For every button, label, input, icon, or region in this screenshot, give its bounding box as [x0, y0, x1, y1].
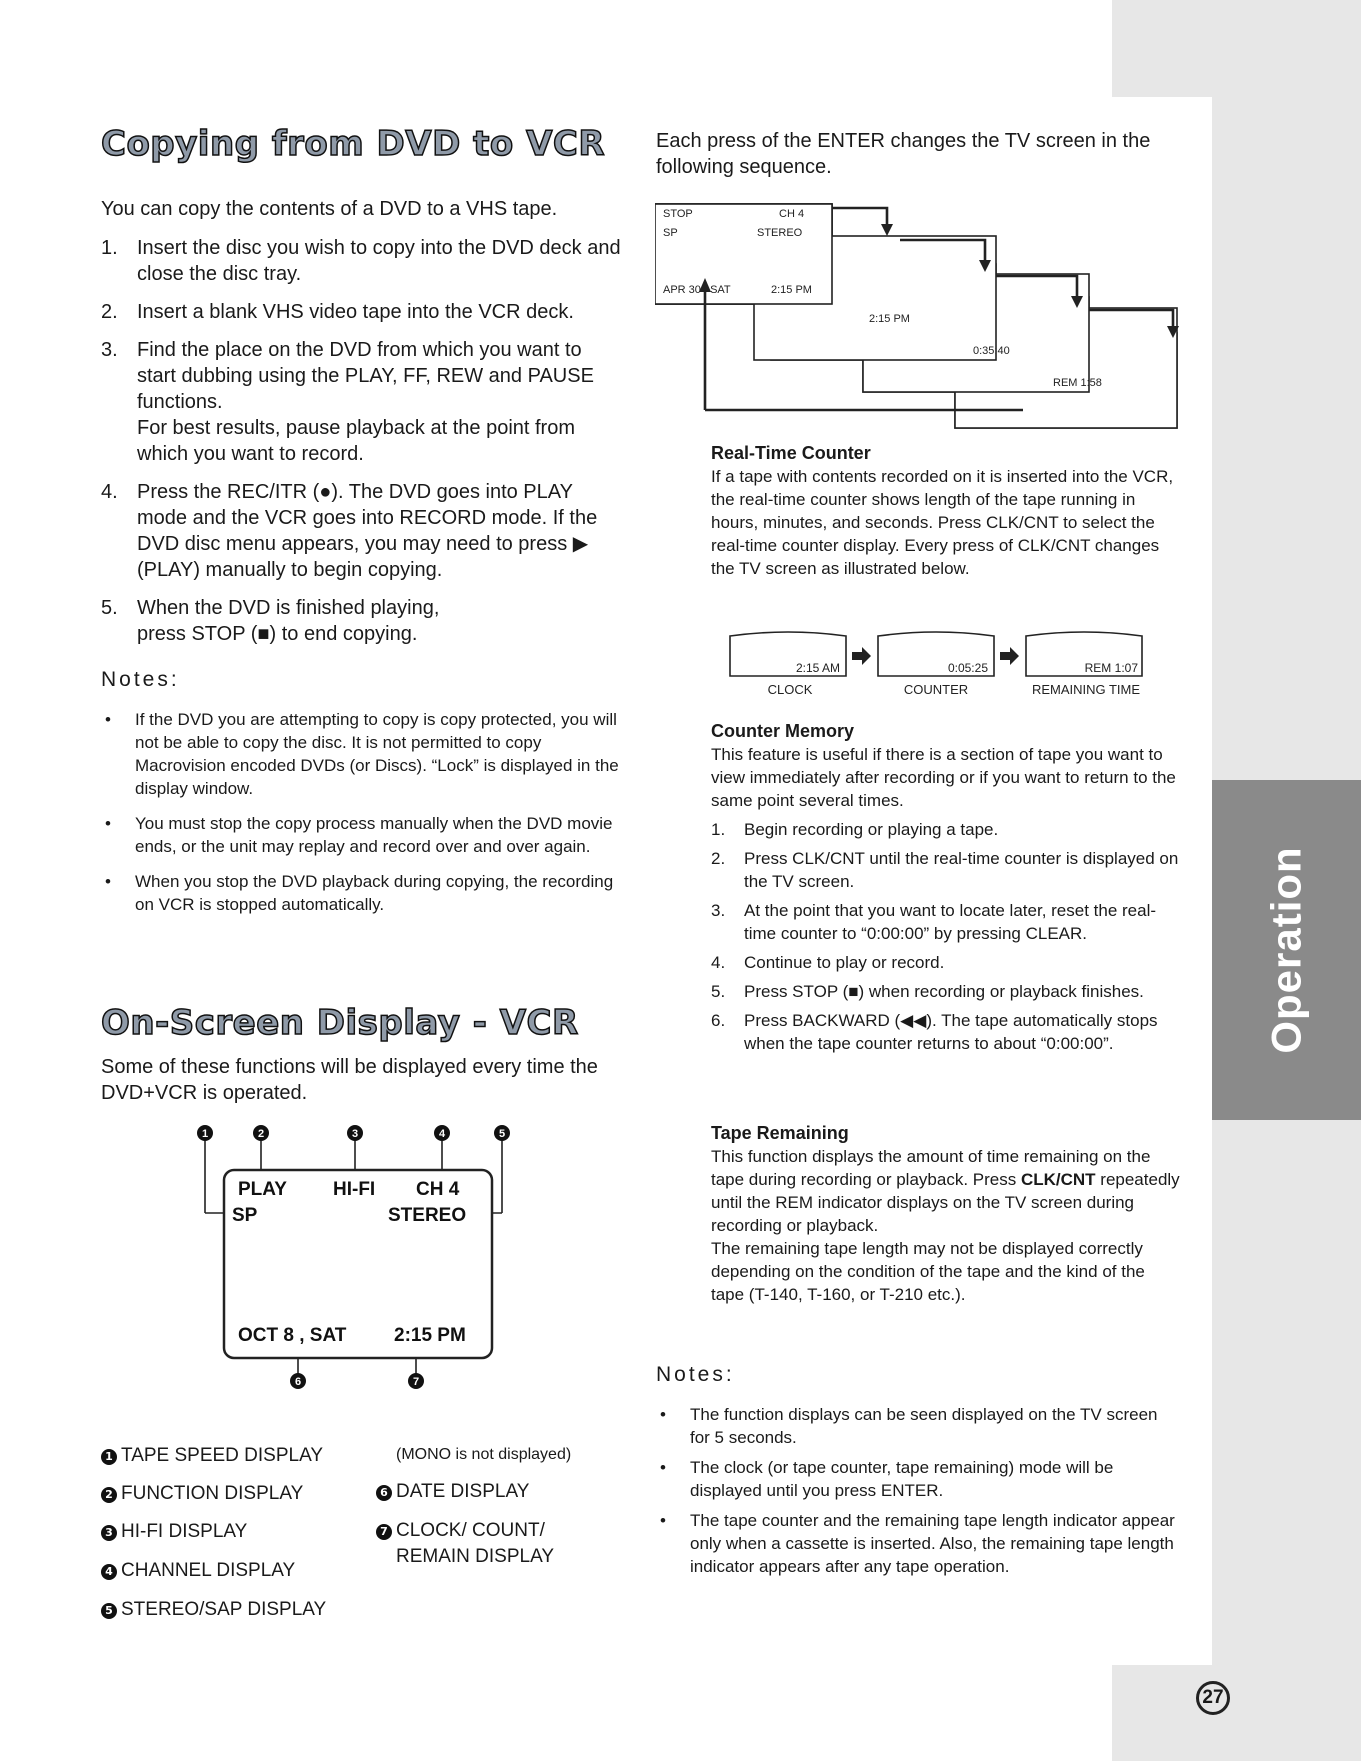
display-remain-caption: REMAINING TIME: [1031, 682, 1141, 697]
cm-heading: Counter Memory: [711, 721, 855, 741]
display-clock-value: 2:15 AM: [795, 661, 840, 675]
cm-step: 3. At the point that you want to locate later, reset the real-time counter to “0:00:00” by pressing CLEAR.: [711, 901, 1157, 943]
record-icon: ●: [319, 481, 332, 503]
stop-icon: ■: [848, 982, 859, 1001]
page-number: 27: [1196, 1681, 1230, 1715]
cm-step: 6. Press BACKWARD (◀◀). The tape automatically stops when the tape counter returns to about “0:00:00”.: [711, 1011, 1158, 1053]
osd-marker: 6: [294, 1376, 302, 1388]
osd-play: PLAY: [238, 1179, 287, 1200]
right-notes-heading: Notes:: [656, 1363, 735, 1386]
osd-marker: 3: [351, 1128, 359, 1140]
legend-item: 6 DATE DISPLAY: [376, 1481, 529, 1503]
rtc-text: If a tape with contents recorded on it is inserted into the VCR, the real-time counter shows length of the tape running in hours, minutes, and seconds. Press CLK/CNT to select the real-time counter display. Every press of CLK/CNT changes the TV screen as illustrated below.: [711, 467, 1174, 578]
seq-time: 2:15 PM: [771, 284, 812, 296]
display-counter-caption: COUNTER: [903, 682, 969, 697]
legend-item: 3 HI-FI DISPLAY: [101, 1521, 247, 1543]
seq-counter: 0:35:40: [973, 345, 1010, 357]
cm-step: 1. Begin recording or playing a tape.: [711, 820, 999, 839]
legend-item: 1 TAPE SPEED DISPLAY: [101, 1445, 323, 1467]
copying-title: Copying from DVD to VCR: [101, 124, 606, 164]
rtc-heading: Real-Time Counter: [711, 443, 871, 463]
seq-sp: SP: [663, 227, 678, 239]
note-item: • The clock (or tape counter, tape remaining) mode will be displayed until you press ENTER.: [660, 1458, 1114, 1500]
osd-date: OCT 8 , SAT: [238, 1325, 347, 1346]
osd-speed: SP: [232, 1205, 258, 1226]
margin-band-bottom: [1112, 1665, 1361, 1761]
rewind-icon: ◀◀: [900, 1011, 927, 1030]
copying-intro: You can copy the contents of a DVD to a VHS tape.: [101, 198, 558, 220]
left-notes: [101, 708, 626, 928]
clkcnt-displays: [728, 628, 1158, 700]
enter-sequence-diagram: [655, 200, 1181, 432]
osd-stereo: STEREO: [388, 1205, 467, 1226]
play-icon: ▶: [572, 533, 589, 555]
cm-steps: [711, 818, 1181, 1061]
seq-remain: REM 1:58: [1053, 377, 1102, 389]
stop-icon: ■: [257, 623, 270, 645]
seq-stop: STOP: [663, 208, 693, 220]
note-item: • You must stop the copy process manually when the DVD movie ends, or the unit may replay and record over and over again.: [105, 814, 613, 856]
enter-intro: Each press of the ENTER changes the TV screen in the following sequence.: [656, 130, 1151, 178]
osd-hifi: HI-FI: [333, 1179, 376, 1200]
right-notes: [656, 1403, 1176, 1585]
step-item: 2. Insert a blank VHS video tape into the VCR deck.: [101, 301, 574, 323]
seq-clock: 2:15 PM: [869, 313, 910, 325]
legend-item: 4 CHANNEL DISPLAY: [101, 1560, 295, 1582]
step-item: 3. Find the place on the DVD from which you want to start dubbing using the PLAY, FF, REW and PAUSE functions. For best results, pause playback at the point from which you want to record.: [101, 339, 594, 465]
legend-item: 7 CLOCK/ COUNT/ REMAIN DISPLAY: [376, 1518, 554, 1570]
cm-step: 2. Press CLK/CNT until the real-time counter is displayed on the TV screen.: [711, 849, 1179, 891]
legend-item: 2 FUNCTION DISPLAY: [101, 1483, 303, 1505]
seq-ch: CH 4: [779, 208, 805, 220]
margin-band-top: [1112, 0, 1361, 97]
seq-stereo: STEREO: [757, 227, 803, 239]
osd-marker: 1: [201, 1128, 209, 1140]
section-tab-label: Operation: [1262, 846, 1310, 1054]
osd-channel: CH 4: [416, 1179, 460, 1200]
step-item: 1. Insert the disc you wish to copy into the DVD deck and close the disc tray.: [101, 237, 621, 285]
note-item: • The function displays can be seen displayed on the TV screen for 5 seconds.: [660, 1405, 1158, 1447]
osd-marker: 7: [412, 1376, 420, 1388]
note-item: • If the DVD you are attempting to copy is copy protected, you will not be able to copy the disc. It is not permitted to copy Macrovision encoded DVDs (or Discs). “Lock” is displayed in the display window.: [105, 710, 619, 798]
osd-time: 2:15 PM: [394, 1325, 466, 1346]
cm-text: This feature is useful if there is a section of tape you want to view immediately after recording or if you want to return to the same point several times.: [711, 745, 1176, 810]
cm-step: 5. Press STOP (■) when recording or playback finishes.: [711, 982, 1144, 1001]
tr-text2: The remaining tape length may not be displayed correctly depending on the condition of the tape and the kind of the tape (T-140, T-160, or T-210 etc.).: [711, 1239, 1145, 1304]
left-notes-heading: Notes:: [101, 668, 180, 691]
display-counter-value: 0:05:25: [947, 661, 988, 675]
cm-step: 4. Continue to play or record.: [711, 953, 945, 972]
note-item: • When you stop the DVD playback during copying, the recording on VCR is stopped automatically.: [105, 872, 614, 914]
step-item: 4. Press the REC/ITR (●). The DVD goes into PLAY mode and the VCR goes into RECORD mode. If the DVD disc menu appears, you may need to press ▶ (PLAY) manually to begin copying.: [101, 481, 598, 581]
osd-marker: 5: [498, 1128, 506, 1140]
mono-note: (MONO is not displayed): [396, 1446, 572, 1463]
osd-title: On-Screen Display - VCR: [101, 1003, 579, 1043]
display-clock-caption: CLOCK: [767, 682, 813, 697]
display-remain-value: REM 1:07: [1084, 661, 1138, 675]
seq-date: APR 30 , SAT: [663, 284, 731, 296]
copying-steps: [101, 235, 621, 659]
note-item: • The tape counter and the remaining tape length indicator appear only when a cassette is inserted. Also, the remaining tape length indicator appears after any tape operation.: [660, 1511, 1175, 1576]
step-item: 5. When the DVD is finished playing, press STOP (■) to end copying.: [101, 597, 440, 645]
osd-screen-diagram: [180, 1115, 540, 1395]
osd-marker: 2: [257, 1128, 265, 1140]
osd-intro: Some of these functions will be displayed every time the DVD+VCR is operated.: [101, 1056, 598, 1104]
osd-marker: 4: [438, 1128, 446, 1140]
tr-text: This function displays the amount of time remaining on the tape during recording or playback. Press CLK/CNT repeatedly until the REM indicator displays on the TV screen during recording or playback.: [711, 1147, 1180, 1235]
legend-item: 5 STEREO/SAP DISPLAY: [101, 1599, 326, 1621]
tr-heading: Tape Remaining: [711, 1123, 849, 1143]
